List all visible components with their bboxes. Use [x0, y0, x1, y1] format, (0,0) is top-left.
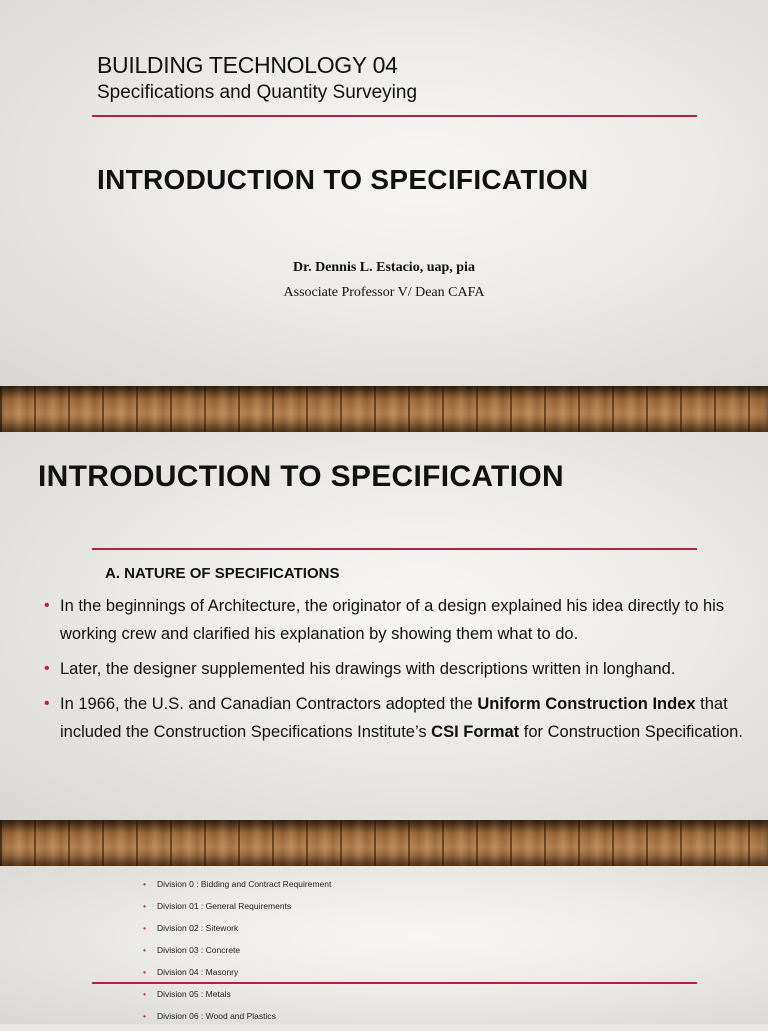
list-item: • Division 0 : Bidding and Contract Requirement	[143, 879, 332, 889]
author-position: Associate Professor V/ Dean CAFA	[283, 285, 485, 300]
author-name: Dr. Dennis L. Estacio, uap, pia	[293, 260, 475, 275]
course-subtitle: Specifications and Quantity Surveying	[97, 82, 418, 103]
bullet-icon: •	[44, 597, 50, 614]
list-item: • Later, the designer supplemented his drawings with descriptions written in longhand.	[44, 655, 756, 683]
bullet-icon: •	[143, 945, 146, 955]
list-item: • Division 06 : Wood and Plastics	[143, 1011, 276, 1021]
bullet-icon: •	[143, 923, 146, 933]
list-item: • Division 03 : Concrete	[143, 945, 241, 955]
bullet-icon: •	[44, 695, 50, 712]
wood-floor-divider	[0, 820, 768, 866]
course-title: BUILDING TECHNOLOGY 04	[97, 52, 398, 78]
bullet-icon: •	[143, 879, 146, 889]
wood-floor-divider	[0, 386, 768, 432]
list-item: • Division 05 : Metals	[143, 989, 231, 999]
bullet-icon: •	[143, 901, 146, 911]
bullet-list	[44, 592, 756, 753]
accent-rule	[92, 115, 697, 117]
slide-title: INTRODUCTION TO SPECIFICATION	[38, 460, 564, 493]
list-item: • Division 01 : General Requirements	[143, 901, 292, 911]
list-item: • In the beginnings of Architecture, the originator of a design explained his idea directly to his working crew and clarified his explanation by showing them what to do.	[44, 592, 756, 648]
slide-1	[0, 0, 768, 386]
accent-rule	[92, 982, 697, 984]
bullet-icon: •	[143, 1011, 146, 1021]
list-item: • Division 02 : Sitework	[143, 923, 239, 933]
accent-rule	[92, 548, 697, 550]
division-list	[143, 877, 331, 1031]
bullet-icon: •	[143, 989, 146, 999]
bullet-icon: •	[143, 967, 146, 977]
slide-3	[0, 866, 768, 1024]
list-item: • In 1966, the U.S. and Canadian Contractors adopted the Uniform Construction Index that included the Construction Specifications Institute’s CSI Format for Construction Specification.	[44, 690, 756, 746]
list-item: • Division 04 : Masonry	[143, 967, 239, 977]
section-heading: A. NATURE OF SPECIFICATIONS	[105, 565, 340, 582]
slide-title: INTRODUCTION TO SPECIFICATION	[97, 164, 589, 195]
bullet-icon: •	[44, 660, 50, 677]
